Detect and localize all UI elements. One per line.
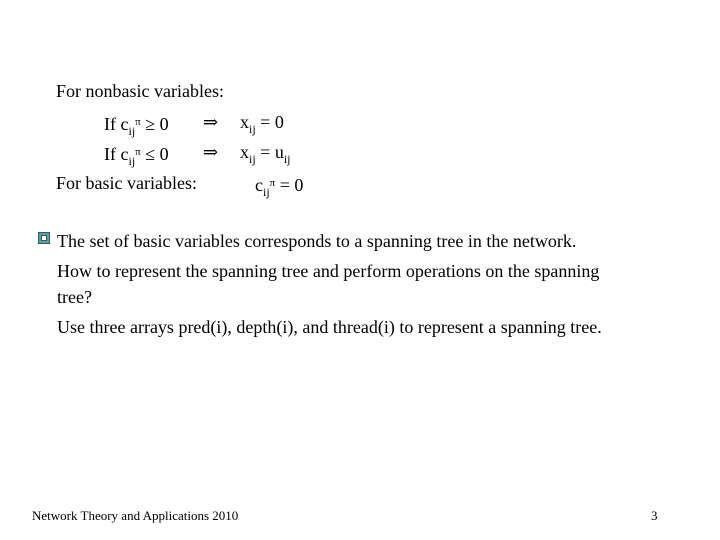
nonbasic-result-2: $x_{ij} = u_{ij}$ <box>240 142 291 166</box>
nonbasic-heading: For nonbasic variables: <box>56 81 224 101</box>
basic-result: $c_{ij}^\pi = 0$ <box>255 175 304 199</box>
paragraph-line-2: How to represent the spanning tree and perform operations on the spanning <box>57 261 600 281</box>
basic-heading: For basic variables: <box>56 173 197 193</box>
footer-title: Network Theory and Applications 2010 <box>32 508 239 523</box>
nonbasic-condition-2: If $c_{ij}^\pi \le 0$ <box>104 144 169 168</box>
paragraph-line-4: Use three arrays pred(i), depth(i), and thread(i) to represent a spanning tree. <box>57 317 602 337</box>
bullet-icon <box>38 232 50 244</box>
implies-symbol-1: ⇒ <box>203 112 219 132</box>
nonbasic-result-1: $x_{ij} = 0$ <box>240 112 284 136</box>
nonbasic-condition-1: If $c_{ij}^\pi \ge 0$ <box>104 114 169 138</box>
page-number: 3 <box>651 508 658 523</box>
paragraph-line-1: The set of basic variables corresponds to a spanning tree in the network. <box>57 231 577 251</box>
implies-symbol-2: ⇒ <box>203 142 219 162</box>
paragraph-line-3: tree? <box>57 287 92 307</box>
